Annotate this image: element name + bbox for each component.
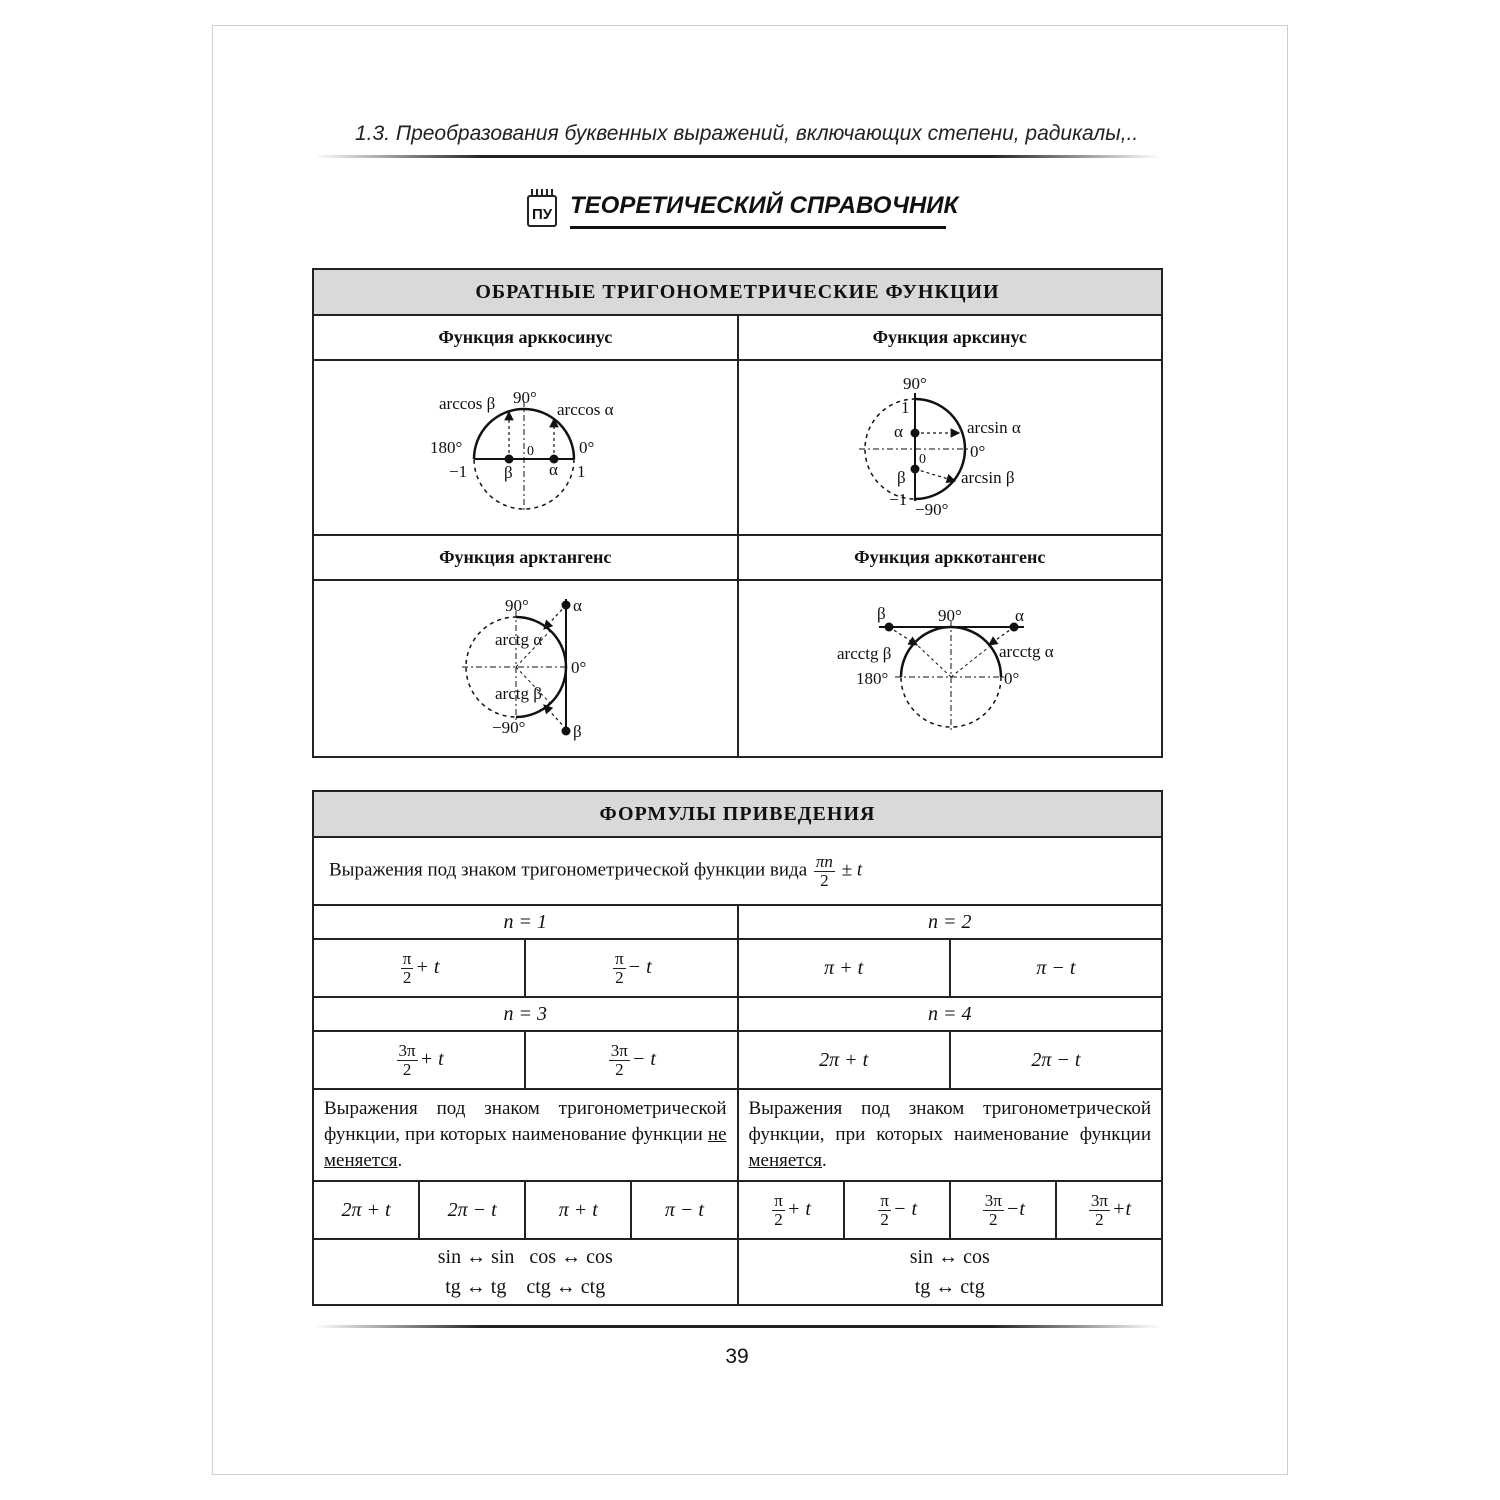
label-alpha: α — [1014, 606, 1024, 625]
fraction-numerator: π — [615, 948, 624, 968]
alpha-arrow — [544, 605, 566, 629]
arccos-diagram-cell — [313, 360, 738, 535]
alpha-point — [910, 429, 919, 438]
fraction-denominator: 2 — [1095, 1209, 1104, 1229]
label-neg90: −90° — [914, 500, 948, 519]
cell-3pi2-plus-t — [1056, 1181, 1162, 1239]
label-arcctg-beta: arcctg β — [836, 644, 891, 663]
same-name-rules — [313, 1239, 738, 1305]
arctg-diagram-cell — [313, 580, 738, 757]
label-90: 90° — [902, 374, 927, 393]
formula-tail: + t — [786, 1197, 811, 1220]
rule-line: sin ↔ cos — [909, 1246, 990, 1268]
fraction-numerator: πn — [815, 851, 833, 871]
label-neg90: −90° — [492, 718, 526, 737]
label-180: 180° — [855, 669, 888, 688]
label-arcsin-beta: arcsin β — [960, 468, 1014, 487]
formula-pi-minus-t: π − t — [950, 939, 1162, 997]
label-neg1: −1 — [888, 490, 907, 509]
label-beta: β — [876, 604, 886, 623]
rule-line: sin ↔ sin cos ↔ cos — [437, 1246, 613, 1268]
arccos-diagram — [314, 361, 737, 529]
n3-label: n = 3 — [313, 997, 738, 1031]
running-head: 1.3. Преобразования буквенных выражений, включающих степени, радикалы,.. — [355, 122, 1139, 145]
description-period: . — [822, 1150, 827, 1171]
arctg-diagram — [314, 581, 737, 751]
changed-name-rules — [738, 1239, 1163, 1305]
label-1: 1 — [900, 398, 909, 417]
intro-fraction — [814, 853, 835, 890]
no-change-description — [313, 1089, 738, 1181]
arcsin-title: Функция арксинус — [738, 315, 1163, 360]
label-beta: β — [896, 468, 906, 487]
fraction-denominator: 2 — [880, 1209, 889, 1229]
label-arccos-beta: arccos β — [439, 394, 496, 413]
label-0deg: 0° — [579, 438, 595, 457]
change-description — [738, 1089, 1163, 1181]
reduction-table — [312, 790, 1163, 1306]
arcctg-diagram — [739, 581, 1162, 751]
formula-pi2-plus-t — [313, 939, 525, 997]
label-arctg-beta: arctg β — [495, 684, 542, 703]
label-180: 180° — [430, 438, 463, 457]
fraction-denominator: 2 — [820, 870, 829, 890]
intro-text: Выражения под знаком тригонометрической функции вида — [329, 859, 808, 881]
reduction-header: ФОРМУЛЫ ПРИВЕДЕНИЯ — [313, 791, 1162, 837]
cell-pi2-minus-t — [844, 1181, 950, 1239]
fraction-denominator: 2 — [402, 967, 412, 987]
formula-pi-plus-t: π + t — [738, 939, 950, 997]
n4-label: n = 4 — [738, 997, 1163, 1031]
section-title: ТЕОРЕТИЧЕСКИЙ СПРАВОЧНИК — [570, 192, 959, 219]
description-text: Выражения под знаком тригонометрической функции, при которых наименование функции — [748, 1098, 1151, 1145]
label-neg1: −1 — [449, 462, 468, 481]
label-origin: 0 — [527, 444, 534, 459]
inverse-trig-table — [312, 268, 1163, 758]
label-alpha: α — [573, 596, 582, 615]
formula-tail: + t — [419, 1047, 444, 1070]
beta-arrow — [544, 705, 566, 729]
rule-line: tg ↔ ctg — [914, 1276, 985, 1298]
formula-3pi2-plus-t — [313, 1031, 525, 1089]
header-rule — [315, 155, 1160, 158]
cell-2pi-plus-t: 2π + t — [313, 1181, 419, 1239]
label-1: 1 — [577, 462, 586, 481]
label-0deg: 0° — [571, 658, 587, 677]
arccos-title: Функция арккосинус — [313, 315, 738, 360]
formula-tail: − t — [892, 1197, 918, 1220]
arcctg-title: Функция арккотангенс — [738, 535, 1163, 580]
beta-point — [884, 623, 893, 632]
fraction-denominator: 2 — [615, 967, 624, 987]
formula-tail: +t — [1111, 1197, 1132, 1220]
label-arcsin-alpha: arcsin α — [966, 418, 1021, 437]
label-arcctg-alpha: arcctg α — [998, 642, 1054, 661]
reduction-intro — [313, 837, 1162, 905]
arcctg-diagram-cell — [738, 580, 1163, 757]
formula-tail: + t — [415, 955, 440, 978]
beta-arrow — [915, 469, 955, 481]
label-arccos-alpha: arccos α — [557, 400, 614, 419]
fraction-numerator: 3π — [1090, 1190, 1108, 1210]
fraction-numerator: 3π — [610, 1040, 628, 1060]
description-period: . — [397, 1150, 403, 1171]
fraction-denominator: 2 — [402, 1059, 412, 1079]
formula-tail: − t — [631, 1047, 656, 1070]
label-beta: β — [573, 722, 582, 741]
cell-3pi2-minus-t — [950, 1181, 1056, 1239]
underlined-term: меняется — [748, 1150, 823, 1171]
rule-line: tg ↔ tg ctg ↔ ctg — [445, 1276, 606, 1298]
fraction-numerator: π — [402, 948, 412, 968]
alpha-ray — [951, 647, 989, 677]
label-90: 90° — [505, 596, 529, 615]
alpha-point — [562, 601, 571, 610]
label-90: 90° — [513, 388, 537, 407]
cell-pi-minus-t: π − t — [631, 1181, 737, 1239]
fraction-denominator: 2 — [774, 1209, 783, 1229]
cell-pi2-plus-t — [738, 1181, 844, 1239]
label-beta: β — [504, 463, 513, 482]
fraction-numerator: π — [880, 1190, 889, 1210]
formula-2pi-minus-t: 2π − t — [950, 1031, 1162, 1089]
cell-pi-plus-t: π + t — [525, 1181, 631, 1239]
fraction-denominator: 2 — [615, 1059, 624, 1079]
fraction-numerator: π — [774, 1190, 783, 1210]
label-0deg: 0° — [1003, 669, 1019, 688]
n1-label: n = 1 — [313, 905, 738, 939]
label-0deg: 0° — [969, 442, 985, 461]
label-arctg-alpha: arctg α — [495, 630, 543, 649]
label-origin: 0 — [918, 452, 926, 467]
fraction-denominator: 2 — [989, 1209, 998, 1229]
footer-rule — [315, 1325, 1160, 1328]
label-90: 90° — [937, 606, 962, 625]
section-title-underline — [570, 226, 946, 229]
beta-point — [562, 727, 571, 736]
notepad-icon: ПУ — [527, 195, 557, 227]
n2-label: n = 2 — [738, 905, 1163, 939]
beta-ray — [915, 643, 951, 677]
label-alpha: α — [893, 422, 903, 441]
formula-tail: −t — [1005, 1197, 1025, 1220]
arctg-title: Функция арктангенс — [313, 535, 738, 580]
arcsin-diagram-cell — [738, 360, 1163, 535]
formula-pi2-minus-t — [525, 939, 737, 997]
formula-tail: − t — [627, 955, 652, 978]
label-alpha: α — [549, 460, 558, 479]
description-text: Выражения под знаком тригонометрической функции, при которых наименование функции — [324, 1098, 727, 1145]
beta-arrow — [889, 627, 917, 645]
cell-2pi-minus-t: 2π − t — [419, 1181, 525, 1239]
fraction-numerator: 3π — [984, 1190, 1002, 1210]
intro-tail: ± t — [841, 859, 863, 881]
formula-2pi-plus-t: 2π + t — [738, 1031, 950, 1089]
inverse-trig-header: ОБРАТНЫЕ ТРИГОНОМЕТРИЧЕСКИЕ ФУНКЦИИ — [313, 269, 1162, 315]
arcsin-diagram — [739, 361, 1162, 529]
underlined-term: не меняется — [324, 1124, 727, 1171]
formula-3pi2-minus-t — [525, 1031, 737, 1089]
page-number: 39 — [725, 1345, 749, 1368]
fraction-numerator: 3π — [398, 1040, 416, 1060]
